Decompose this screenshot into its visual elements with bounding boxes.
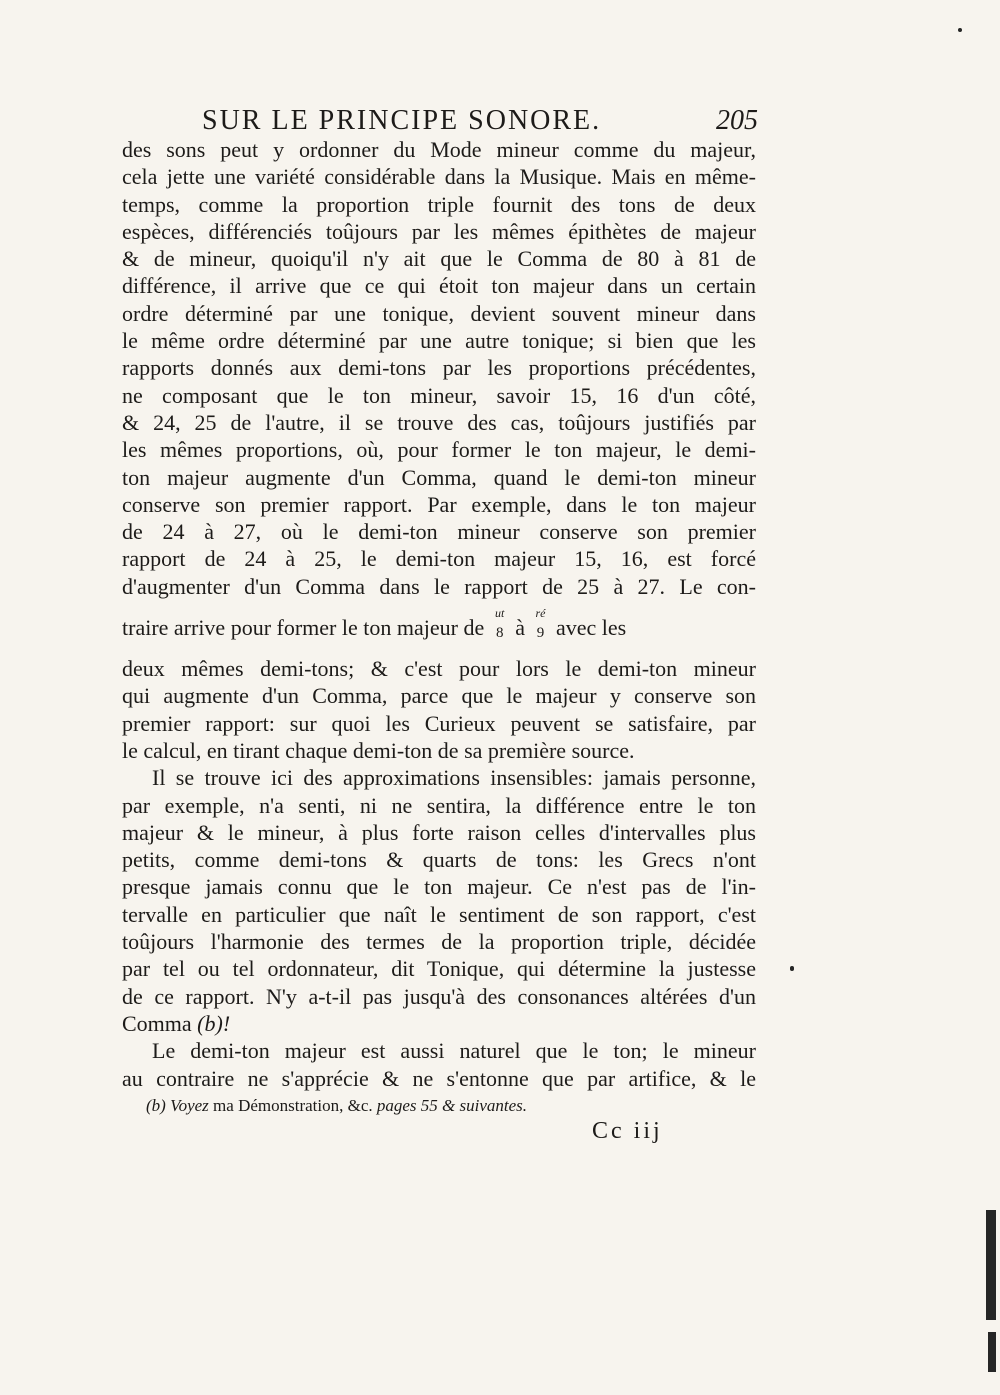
- text-line: de 24 à 27, où le demi-ton mineur conserve son premier: [122, 519, 756, 545]
- text-line: petits, comme demi-tons & quarts de tons: les Grecs n'ont: [122, 847, 756, 873]
- footnote-mark: (b): [146, 1096, 166, 1115]
- text-line: rapport de 24 à 25, le demi-ton majeur 15, 16, est forcé: [122, 546, 756, 572]
- paragraph-start: Il se trouve ici des approximations insensibles: jamais personne,: [152, 765, 756, 791]
- text-line: au contraire ne s'apprécie & ne s'entonne que par artifice, & le: [122, 1065, 756, 1091]
- text-line: rapports donnés aux demi-tons par les proportions précédentes,: [122, 355, 756, 381]
- comma-word: Comma: [122, 1010, 198, 1036]
- footnote-text: ma Démonstration, &c.: [213, 1096, 373, 1115]
- text-line: espèces, différenciés toûjours par les mêmes épithètes de majeur: [122, 218, 756, 244]
- text-line: deux mêmes demi-tons; & c'est pour lors le demi-ton mineur: [122, 656, 756, 682]
- note-name: ré: [535, 606, 546, 620]
- note-fraction-re: [530, 606, 550, 650]
- text-line: tervalle en particulier que naît le sentiment de son rapport, c'est: [122, 901, 756, 927]
- running-title: SUR LE PRINCIPE SONORE.: [202, 105, 602, 136]
- footnote-amp: &: [442, 1096, 456, 1115]
- text-line: toûjours l'harmonie des termes de la proportion triple, décidée: [122, 929, 756, 955]
- ink-speck: [790, 966, 794, 971]
- text-line: temps, comme la proportion triple fournit des tons de deux: [122, 191, 756, 217]
- text-line: par tel ou tel ordonnateur, dit Tonique, qui détermine la justesse: [122, 956, 756, 982]
- footnote-reference: (b)!: [197, 1010, 231, 1036]
- footnote-pages: pages 55: [376, 1096, 438, 1115]
- text-line: premier rapport: sur quoi les Curieux peuvent se satisfaire, par: [122, 710, 756, 736]
- text-line: par exemple, n'a senti, ni ne sentira, la différence entre le ton: [122, 792, 756, 818]
- text-line: qui augmente d'un Comma, parce que le majeur y conserve son: [122, 683, 756, 709]
- fraction-line-lead: traire arrive pour former le ton majeur de: [122, 615, 485, 641]
- text-line: ne composant que le ton mineur, savoir 15, 16 d'un côté,: [122, 382, 756, 408]
- text-line: des sons peut y ordonner du Mode mineur comme du majeur,: [122, 137, 756, 162]
- text-line: les mêmes proportions, où, pour former le ton majeur, le demi-: [122, 437, 756, 463]
- footnote: [146, 1095, 527, 1117]
- text-line: & de mineur, quoiqu'il n'y ait que le Comma de 80 à 81 de: [122, 246, 756, 272]
- note-number: 9: [536, 625, 545, 641]
- text-line: [122, 1010, 756, 1037]
- text-line: différence, il arrive que ce qui étoit ton majeur dans un certain: [122, 273, 756, 299]
- text-line: d'augmenter d'un Comma dans le rapport de 25 à 27. Le con-: [122, 573, 756, 599]
- signature-mark: Cc iij: [592, 1118, 663, 1144]
- text-line: cela jette une variété considérable dans la Musique. Mais en même-: [122, 164, 756, 190]
- fraction-line-middle: à: [515, 615, 525, 641]
- fraction-line: [122, 600, 756, 655]
- footnote-voyez: Voyez: [170, 1096, 209, 1115]
- note-name: ut: [495, 606, 505, 620]
- main-text: [122, 136, 756, 1092]
- text-line: majeur & le mineur, à plus forte raison celles d'intervalles plus: [122, 819, 756, 845]
- text-line: le même ordre déterminé par une autre tonique; si bien que les: [122, 328, 756, 354]
- text-line: le calcul, en tirant chaque demi-ton de sa première source.: [122, 737, 635, 763]
- scan-edge-mark: [988, 1332, 996, 1372]
- text-line: ton majeur augmente d'un Comma, quand le demi-ton mineur: [122, 464, 756, 490]
- note-fraction-ut: [490, 606, 510, 650]
- footnote-suivantes: suivantes.: [459, 1096, 528, 1115]
- text-line: conserve son premier rapport. Par exemple, dans le ton majeur: [122, 491, 756, 517]
- note-number: 8: [495, 625, 504, 641]
- page-number: 205: [716, 105, 758, 136]
- text-line: de ce rapport. N'y a-t-il pas jusqu'à des consonances altérées d'un: [122, 983, 756, 1009]
- text-line: presque jamais connu que le ton majeur. Ce n'est pas de l'in-: [122, 874, 756, 900]
- paragraph-start: Le demi-ton majeur est aussi naturel que le ton; le mineur: [152, 1038, 756, 1064]
- fraction-line-tail: avec les: [555, 615, 627, 641]
- scan-edge-mark: [986, 1210, 996, 1320]
- ink-speck: [958, 28, 962, 32]
- text-line: & 24, 25 de l'autre, il se trouve des cas, toûjours justifiés par: [122, 409, 756, 435]
- text-line: ordre déterminé par une tonique, devient souvent mineur dans: [122, 300, 756, 326]
